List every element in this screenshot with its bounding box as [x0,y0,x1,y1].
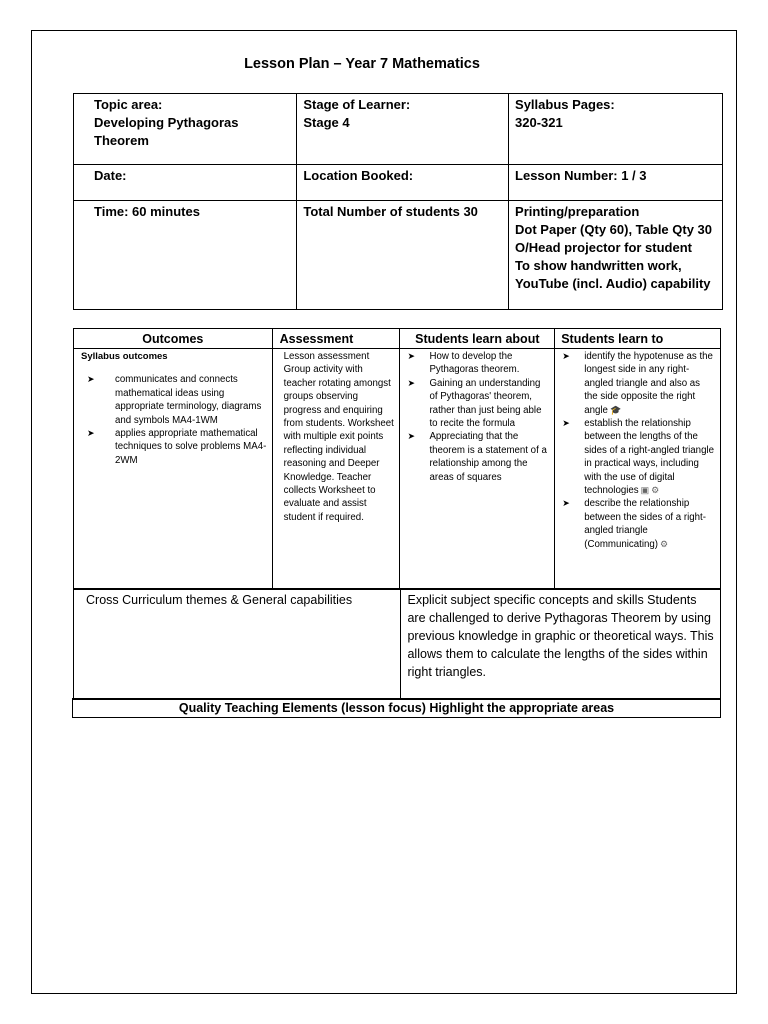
arrow-bullet-icon: ➤ [87,428,95,439]
lesson-info-table [73,93,723,310]
cross-curriculum-cell [74,590,401,700]
topic-cell [74,94,297,165]
date-label: Date: [94,168,127,183]
topic-label: Topic area: [94,97,163,112]
learn-about-cell [400,349,555,589]
list-item: ➤ establish the relationship between the lengths of the sides of a right-angled triangle in practical ways, including with the use of digital technologies ▣ ⚙ [562,418,715,497]
stage-cell [297,94,509,165]
learn-to-cell [555,349,721,589]
outcomes-cell [74,349,273,589]
graduation-cap-icon: 🎓 [609,404,622,415]
syllabus-label: Syllabus Pages: [515,97,615,112]
gears-icon: ⚙ [659,538,669,549]
outcomes-heading: Syllabus outcomes [81,351,168,362]
printing-line: YouTube (incl. Audio) capability [515,276,711,291]
cross-curriculum-label: Cross Curriculum themes & General capabilities [86,593,353,607]
quality-teaching-row: Quality Teaching Elements (lesson focus) Highlight the appropriate areas [72,698,721,718]
syllabus-value: 320-321 [515,115,563,130]
arrow-bullet-icon: ➤ [407,431,415,442]
explicit-concepts-cell [401,590,721,700]
stage-label: Stage of Learner: [303,97,411,112]
printing-line: To show handwritten work, [515,258,682,273]
arrow-bullet-icon: ➤ [407,351,415,361]
arrow-bullet-icon: ➤ [407,377,415,388]
stage-value: Stage 4 [303,115,350,130]
topic-value-line2: Theorem [94,133,149,148]
header-outcomes: Outcomes [74,329,273,349]
students-value: Total Number of students 30 [303,204,478,219]
location-cell [297,165,509,201]
list-item: ➤ Appreciating that the theorem is a statement of a relationship among the areas of squares [407,431,547,483]
outcomes-table [73,328,721,589]
cross-curriculum-table [73,589,721,700]
topic-value-line1: Developing Pythagoras [94,115,239,130]
page-title: Lesson Plan – Year 7 Mathematics [244,56,480,72]
list-item: ➤ applies appropriate mathematical techniques to solve problems MA4-2WM [81,427,268,467]
lesson-number: Lesson Number: 1 / 3 [515,168,647,183]
lesson-number-cell [509,165,723,201]
printing-line: O/Head projector for student [515,240,692,255]
header-assessment: Assessment [272,329,400,349]
list-item: ➤ identify the hypotenuse as the longest side in any right-angled triangle and also as the side opposite the right angle 🎓 [562,351,713,416]
list-item: ➤ Gaining an understanding of Pythagoras' theorem, rather than just being able to recite the formula [407,377,542,430]
time-cell [74,201,297,310]
printing-line: Printing/preparation [515,204,640,219]
assessment-cell [272,349,400,589]
gears-icon: ⚙ [651,485,660,496]
header-learn-about: Students learn about [400,329,555,349]
computer-icon: ▣ [640,485,650,496]
time-value: Time: 60 minutes [94,204,200,219]
assessment-text: Lesson assessment Group activity with teacher rotating amongst groups observing progress and enquiring from students. Worksheet with multiple exit points reflecting individual reasoning and Deeper Knowledge. Teacher collects Worksheet to evaluate and assist student if required. [283,351,394,523]
syllabus-cell [509,94,723,165]
arrow-bullet-icon: ➤ [562,418,570,429]
list-item: ➤ describe the relationship between the sides of a right-angled triangle (Communicating) ⚙ [562,498,706,550]
date-cell [74,165,297,201]
location-label: Location Booked: [303,168,414,183]
arrow-bullet-icon: ➤ [562,351,570,361]
list-item: ➤ How to develop the Pythagoras theorem. [407,351,520,376]
header-learn-to: Students learn to [555,329,721,349]
printing-cell [509,201,723,310]
arrow-bullet-icon: ➤ [87,374,95,385]
arrow-bullet-icon: ➤ [562,498,570,509]
explicit-concepts-text: Explicit subject specific concepts and skills Students are challenged to derive Pythagoras Theorem by using previous knowledge in graphic or theoretical ways. This allows them to calculate the lengths of the sides within right triangles. [407,593,714,679]
students-cell [297,201,509,310]
printing-line: Dot Paper (Qty 60), Table Qty 30 [515,222,713,237]
list-item: ➤ communicates and connects mathematical ideas using appropriate terminology, diagrams and symbols MA4-1WM [81,373,268,427]
